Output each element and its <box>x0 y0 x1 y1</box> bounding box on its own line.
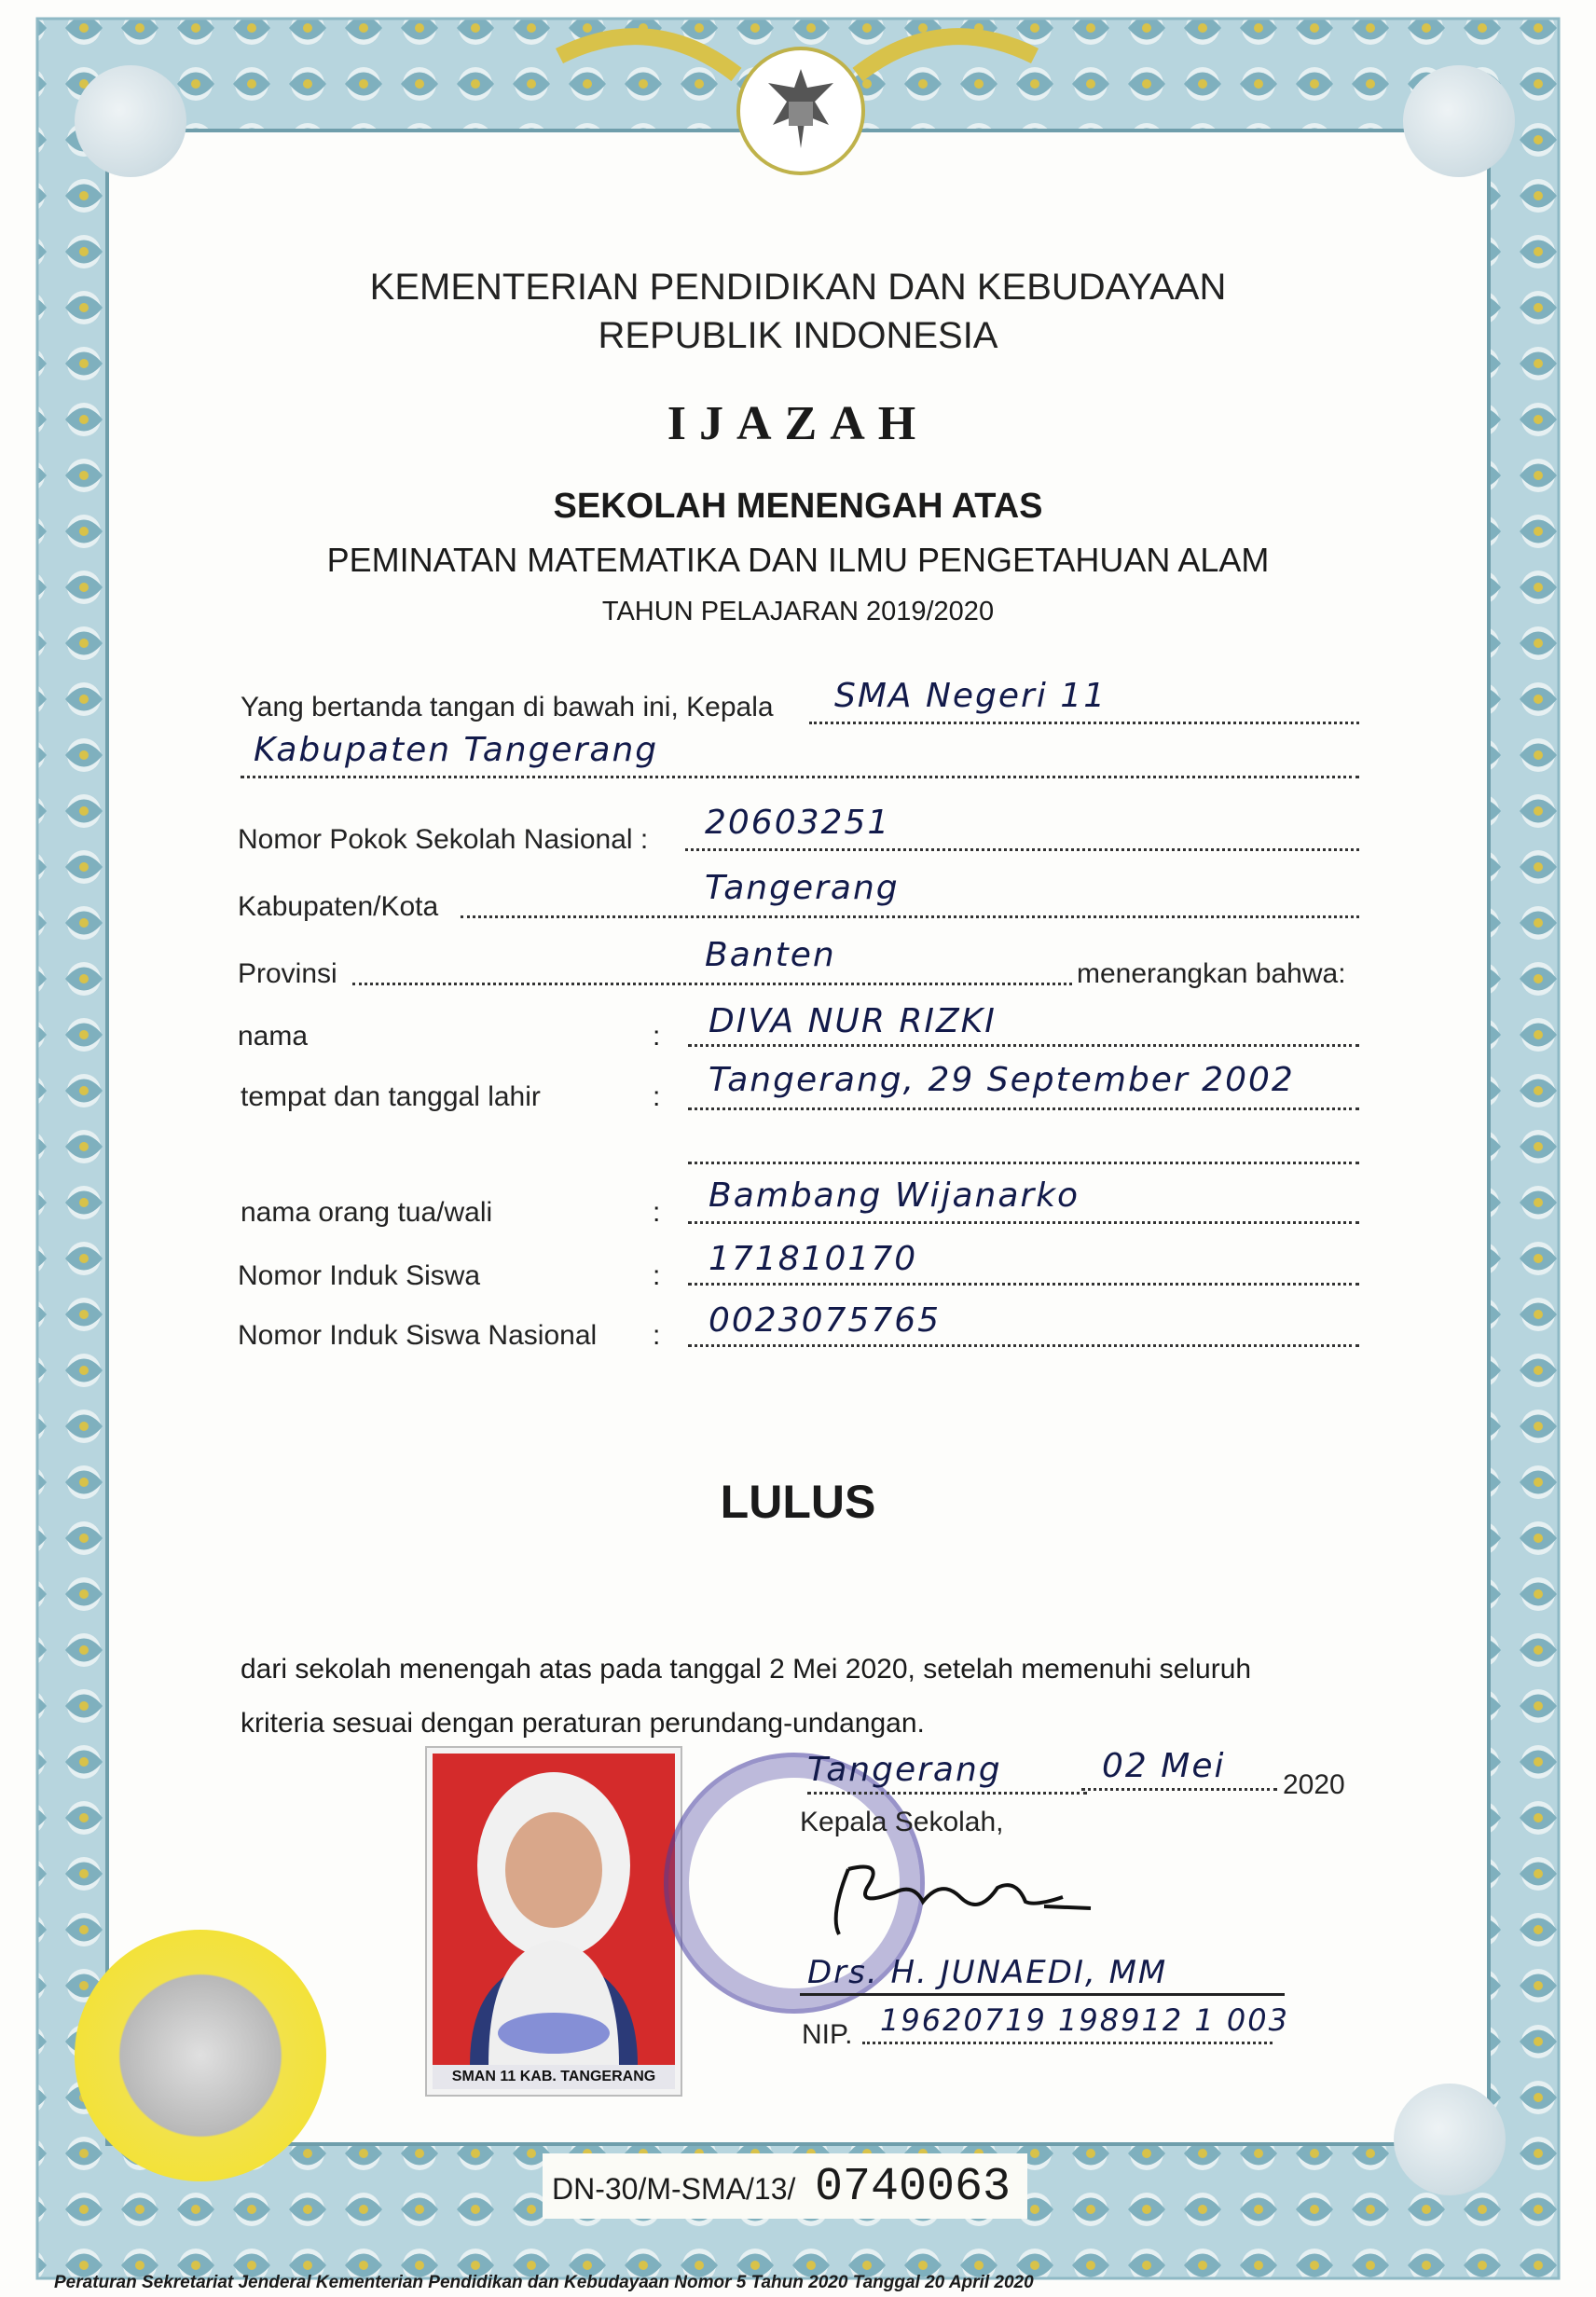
nisn-colon: : <box>653 1320 661 1351</box>
signature-place-line <box>807 1792 1087 1795</box>
npsn-value: 20603251 <box>705 804 891 842</box>
nisn-label: Nomor Induk Siswa Nasional <box>238 1320 598 1351</box>
nis-line <box>688 1283 1359 1286</box>
parent-colon: : <box>653 1197 661 1228</box>
states-label: menerangkan bahwa: <box>1077 958 1346 989</box>
corner-ornament-bottom-right <box>1394 2084 1506 2195</box>
parent-line <box>688 1221 1359 1224</box>
school-name-line <box>809 722 1359 724</box>
result-status: LULUS <box>720 1476 876 1528</box>
npsn-label: Nomor Pokok Sekolah Nasional : <box>238 824 649 855</box>
ministry-line1: KEMENTERIAN PENDIDIKAN DAN KEBUDAYAAN <box>369 267 1227 308</box>
signature-date-line <box>1081 1788 1277 1791</box>
corner-ornament-top-right <box>1403 65 1515 177</box>
name-label: nama <box>238 1021 309 1052</box>
serial-number-value: 0740063 <box>815 2161 1011 2214</box>
birth-label: tempat dan tanggal lahir <box>241 1081 541 1112</box>
ministry-line2: REPUBLIK INDONESIA <box>598 315 998 356</box>
handwritten-signature <box>811 1850 1100 1944</box>
birth-line-extra <box>688 1162 1359 1164</box>
nip-line <box>862 2042 1273 2044</box>
footer-regulation: Peraturan Sekretariat Jenderal Kementerian Pendidikan dan Kebudayaan Nomor 5 Tahun 2020 Tanggal 20 April 2020 <box>54 2273 1034 2292</box>
city-line <box>461 915 1359 918</box>
hologram-seal-icon <box>75 1930 326 2181</box>
ministry-heading <box>0 263 1596 360</box>
nisn-value: 0023075765 <box>709 1301 942 1340</box>
statement-line1: dari sekolah menengah atas pada tanggal 2 Mei 2020, setelah memenuhi seluruh <box>241 1654 1252 1685</box>
parent-label: nama orang tua/wali <box>241 1197 493 1228</box>
student-portrait-icon <box>433 1754 675 2065</box>
signature-role: Kepala Sekolah, <box>800 1807 1004 1837</box>
school-name-value: SMA Negeri 11 <box>834 677 1108 715</box>
document-title: IJAZAH <box>667 397 929 450</box>
statement-line2: kriteria sesuai dengan peraturan perundang-undangan. <box>241 1708 925 1739</box>
province-value: Banten <box>705 936 836 974</box>
name-colon: : <box>653 1021 661 1052</box>
name-line <box>688 1044 1359 1047</box>
serial-prefix: DN-30/M-SMA/13/ <box>552 2172 796 2206</box>
serial-number <box>543 2153 1027 2219</box>
city-value: Tangerang <box>705 869 900 907</box>
school-region-line <box>241 776 1359 778</box>
signature-date: 02 Mei <box>1102 1747 1226 1785</box>
garuda-emblem-icon <box>736 47 865 175</box>
birth-colon: : <box>653 1081 661 1112</box>
nis-colon: : <box>653 1260 661 1291</box>
birth-line <box>688 1107 1359 1110</box>
nisn-line <box>688 1344 1359 1347</box>
name-value: DIVA NUR RIZKI <box>709 1002 997 1040</box>
study-track: PEMINATAN MATEMATIKA DAN ILMU PENGETAHUAN ALAM <box>326 541 1270 579</box>
nip-value: 19620719 198912 1 003 <box>880 2002 1289 2038</box>
statement <box>241 1643 1359 1751</box>
academic-year: TAHUN PELAJARAN 2019/2020 <box>601 597 995 626</box>
npsn-line <box>685 848 1359 851</box>
province-line <box>352 983 1072 985</box>
student-photo <box>427 1748 681 2095</box>
corner-ornament-top-left <box>75 65 186 177</box>
signer-name-underline <box>800 1993 1285 1996</box>
province-label: Provinsi <box>238 958 337 989</box>
city-label: Kabupaten/Kota <box>238 891 439 922</box>
nip-label: NIP. <box>802 2019 853 2050</box>
photo-caption: SMAN 11 KAB. TANGERANG <box>433 2065 675 2089</box>
school-region-value: Kabupaten Tangerang <box>254 731 659 769</box>
signer-label: Yang bertanda tangan di bawah ini, Kepala <box>241 692 774 722</box>
signature-year: 2020 <box>1283 1769 1345 1800</box>
school-level: SEKOLAH MENENGAH ATAS <box>553 487 1043 526</box>
nis-value: 171810170 <box>709 1240 918 1278</box>
signer-name: Drs. H. JUNAEDI, MM <box>807 1954 1168 1991</box>
nis-label: Nomor Induk Siswa <box>238 1260 481 1291</box>
signature-place: Tangerang <box>807 1751 1002 1789</box>
birth-value: Tangerang, 29 September 2002 <box>709 1061 1295 1099</box>
parent-value: Bambang Wijanarko <box>709 1176 1080 1215</box>
